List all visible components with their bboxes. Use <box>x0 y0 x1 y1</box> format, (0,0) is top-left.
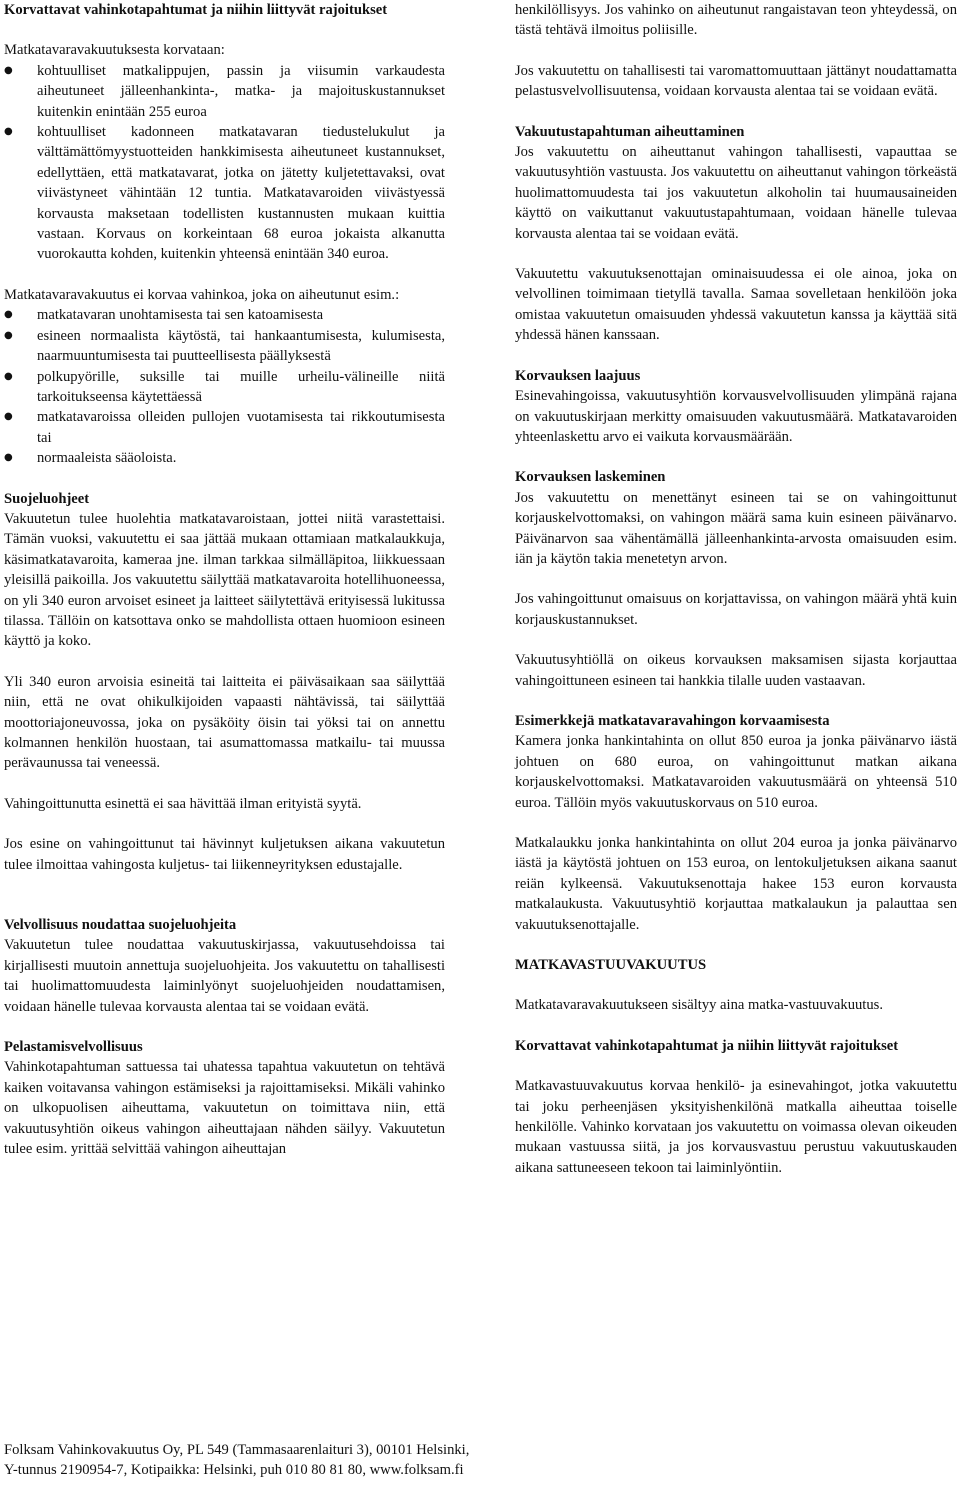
section-heading-aiheuttaminen: Vakuutustapahtuman aiheuttaminen <box>515 123 745 140</box>
list-item: ● kohtuulliset kadonneen matkatavaran tiedustelukulut ja välttämättömyystuotteiden hankkimisesta aiheutuneet kustannukset, edellyttäen, että matkatavarat, jotka on jätetty kuljetettavaksi, ovat viivästyneet vähintään 12 tuntia. Matkatavaroiden viivästyessä korvausta maksetaan todellisten kustannusten mukaan kuittia vastaan. Korvaus on korkeintaan 68 euroa jokaista alkanutta vuorokautta kohden, kuitenkin yhteensä enintään 340 euroa. <box>4 122 445 265</box>
section-heading-korvattavat: Korvattavat vahinkotapahtumat ja niihin liittyvät rajoitukset <box>4 2 388 18</box>
paragraph: Vahinkotapahtuman sattuessa tai uhatessa tapahtua vakuutetun on tehtävä kaiken voitavansa vahingon estämiseksi ja rajoittamiseksi. Mikäli vahinko on ulkopuolisen aiheuttama, vakuutetun on toimittava niin, että vakuutusyhtiön oikeus vahingon aiheuttajaan nähden säilyy. Vakuutetun tulee esim. yrittää selvittää vahingon aiheuttajan <box>4 1059 445 1158</box>
covered-list <box>4 61 445 265</box>
paragraph: Jos vakuutettu on tahallisesti tai varomattomuuttaan jättänyt noudattamatta pelastusvelvollisuutensa, voidaan korvausta alentaa tai se voidaan evätä. <box>515 62 957 100</box>
list-item: ● esineen normaalista käytöstä, tai hankaantumisesta, kulumisesta, naarmuuntumisesta tai puutteellisesta päällyksestä <box>4 326 445 367</box>
section-heading-esimerkkeja: Esimerkkejä matkatavaravahingon korvaamisesta <box>515 712 830 729</box>
paragraph-intro: Matkatavaravakuutuksesta korvataan: <box>4 42 225 59</box>
section-heading-korvattavat-vastuu: Korvattavat vahinkotapahtumat ja niihin liittyvät rajoitukset <box>515 1037 899 1054</box>
paragraph: Vakuutetun tulee noudattaa vakuutuskirjassa, vakuutusehdoissa tai kirjallisesti muutoin annettuja suojeluohjeita. Jos vakuutettu on tahallisesti tai huolimattomuudesta laiminlyönyt suojeluohjeiden noudattamisen, voidaan hänelle tulevaa korvausta alentaa tai se voidaan evätä. <box>4 937 445 1015</box>
exclusions-list <box>4 305 445 468</box>
paragraph: Yli 340 euron arvoisia esineitä tai laitteita ei päiväsaikaan saa säilyttää niin, että ne ovat ohikulkijoiden vapaasti nähtävissä, tai säilyttää moottoriajoneuvossa, joka on pysäköity öisin tai yöksi tai on annettu kolmannen henkilön huostaan, tai asumattomassa matkailu- tai muussa perävaunussa tai veneessä. <box>4 673 445 772</box>
paragraph: Vakuutusyhtiöllä on oikeus korvauksen maksamisen sijasta korjauttaa vahingoittuneen esineen tai hankkia tilalle uuden vastaavan. <box>515 652 957 689</box>
paragraph: Jos vakuutettu on aiheuttanut vahingon tahallisesti, vapauttaa se vakuutusyhtiön vastuusta. Jos vakuutettu on aiheuttanut vahingon törkeästä huolimattomuudesta tai jos vakuutetun alkoholin tai huumausaineiden käyttö on vaikuttanut vakuutustapahtumaan, voidaan hänelle tulevaa korvausta alentaa tai se voidaan evätä. <box>515 144 957 242</box>
list-item: ● normaaleista sääoloista. <box>4 448 445 468</box>
page-footer <box>4 1440 469 1481</box>
footer-address: Folksam Vahinkovakuutus Oy, PL 549 (Tammasaarenlaituri 3), 00101 Helsinki, <box>4 1442 470 1458</box>
list-item: ● kohtuulliset matkalippujen, passin ja viisumin varkaudesta aiheutuneet jälleenhankinta-, matka- ja majoituskustannukset kuitenkin enintään 255 euroa <box>4 61 445 122</box>
paragraph-exclusions-intro: Matkatavaravakuutus ei korvaa vahinkoa, joka on aiheutunut esim.: <box>4 286 400 303</box>
list-item: ● polkupyörille, suksille tai muille urheilu-välineille niitä tarkoitukseensa käytettäessä <box>4 367 445 408</box>
list-item: ● matkatavaran unohtamisesta tai sen katoamisesta <box>4 305 445 325</box>
paragraph: Jos esine on vahingoittunut tai hävinnyt kuljetuksen aikana vakuutetun tulee ilmoittaa vahingosta kuljetus- tai liikenneyrityksen edustajalle. <box>4 836 445 873</box>
section-heading-velvollisuus: Velvollisuus noudattaa suojeluohjeita <box>4 917 237 934</box>
paragraph: Vahingoittunutta esinettä ei saa hävittää ilman erityistä syytä. <box>4 795 362 812</box>
section-heading-laajuus: Korvauksen laajuus <box>515 367 641 384</box>
paragraph: Vakuutetun tulee huolehtia matkatavaroistaan, jottei niitä varastettaisi. Tämän vuoksi, vakuutettu ei saa jättää mukaan ottamiaan matkalaukkuja, käsimatkatavaroita, kameraa jne. ilman tarkkaa silmälläpitoa, liikkuessaan yleisillä paikoilla. Jos vakuutettu säilyttää matkatavaroita hotellihuoneessa, on yli 340 euron arvoiset esineet ja laitteet säilytettävä erityisessä lukitussa tilassa. Tällöin on katsottava onko se mahdollista ottaen huomioon esineen käyttö ja koko. <box>4 510 445 650</box>
paragraph: Jos vahingoittunut omaisuus on korjattavissa, on vahingon määrä yhtä kuin korjauskustannukset. <box>515 591 957 628</box>
paragraph: Vakuutettu vakuutuksenottajan ominaisuudessa ei ole ainoa, joka on velvollinen toimimaan tietyllä tavalla. Samaa sovelletaan henkilöön joka omistaa vakuutetun omaisuuden yhdessä vakuutetun kanssa ja käyttää sitä yhdessä hänen kanssaan. <box>515 266 957 344</box>
section-heading-suojeluohjeet: Suojeluohjeet <box>4 490 90 507</box>
right-column <box>515 0 957 1178</box>
section-heading-matkavastuuvakuutus: MATKAVASTUUVAKUUTUS <box>515 957 707 974</box>
paragraph: Matkatavaravakuutukseen sisältyy aina matka-vastuuvakuutus. <box>515 997 883 1014</box>
list-item: ● matkatavaroissa olleiden pullojen vuotamisesta tai rikkoutumisesta tai <box>4 407 445 448</box>
paragraph: Kamera jonka hankintahinta on ollut 850 euroa ja jonka päivänarvo iästä johtuen on 680 euroa, on vahingoittunut matkan aikana korjauskelvottomaksi. Matkatavaroiden vakuutusmäärä on yhteensä 510 euroa. Tällöin myös vakuutuskorvaus on 510 euroa. <box>515 733 957 811</box>
paragraph: Esinevahingoissa, vakuutusyhtiön korvausvelvollisuuden ylimpänä rajana on vakuutuskirjaan merkitty omaisuuden vakuutusmäärä. Matkatavaroiden yhteenlaskettu arvo ei vaikuta korvausmäärään. <box>515 388 957 445</box>
paragraph: Jos vakuutettu on menettänyt esineen tai se on vahingoittunut korjauskelvottomaksi, on vahingon määrä sama kuin esineen päivänarvo. Päivänarvon saa vähentämällä jälleenhankinta-arvosta omaisuuden esim. iän ja käytön takia menetetyn arvon. <box>515 489 957 567</box>
footer-company-info: Y-tunnus 2190954-7, Kotipaikka: Helsinki, puh 010 80 81 80, www.folksam.fi <box>4 1462 464 1479</box>
section-heading-pelastamisvelvollisuus: Pelastamisvelvollisuus <box>4 1039 143 1056</box>
left-column <box>4 0 445 1160</box>
paragraph: henkilöllisyys. Jos vahinko on aiheutunut rangaistavan teon yhteydessä, on tästä tehtävä ilmoitus poliisille. <box>515 2 957 39</box>
section-heading-laskeminen: Korvauksen laskeminen <box>515 469 666 486</box>
paragraph: Matkavastuuvakuutus korvaa henkilö- ja esinevahingot, jotka vakuutettu tai joku perheenjäsen yksityishenkilönä matkalla aiheuttaa toiselle henkilölle. Vahinko korvataan jos vakuutettu on voimassa olevan oikeuden mukaan vastuussa siitä, ja jos korvausvastuu perustuu vakuutuskauden aikana sattuneeseen tekoon tai laiminlyöntiin. <box>515 1078 957 1176</box>
paragraph: Matkalaukku jonka hankintahinta on ollut 204 euroa ja jonka päivänarvo iästä ja käytöstä johtuen on 153 euroa, on lentokuljetuksen aikana saanut reiän kylkeensä. Vakuutuksenottaja hakee 153 euron korvausta matkalaukusta. Vakuutusyhtiö korjauttaa matkalaukun ja palauttaa sen vakuutuksenottajalle. <box>515 835 957 933</box>
